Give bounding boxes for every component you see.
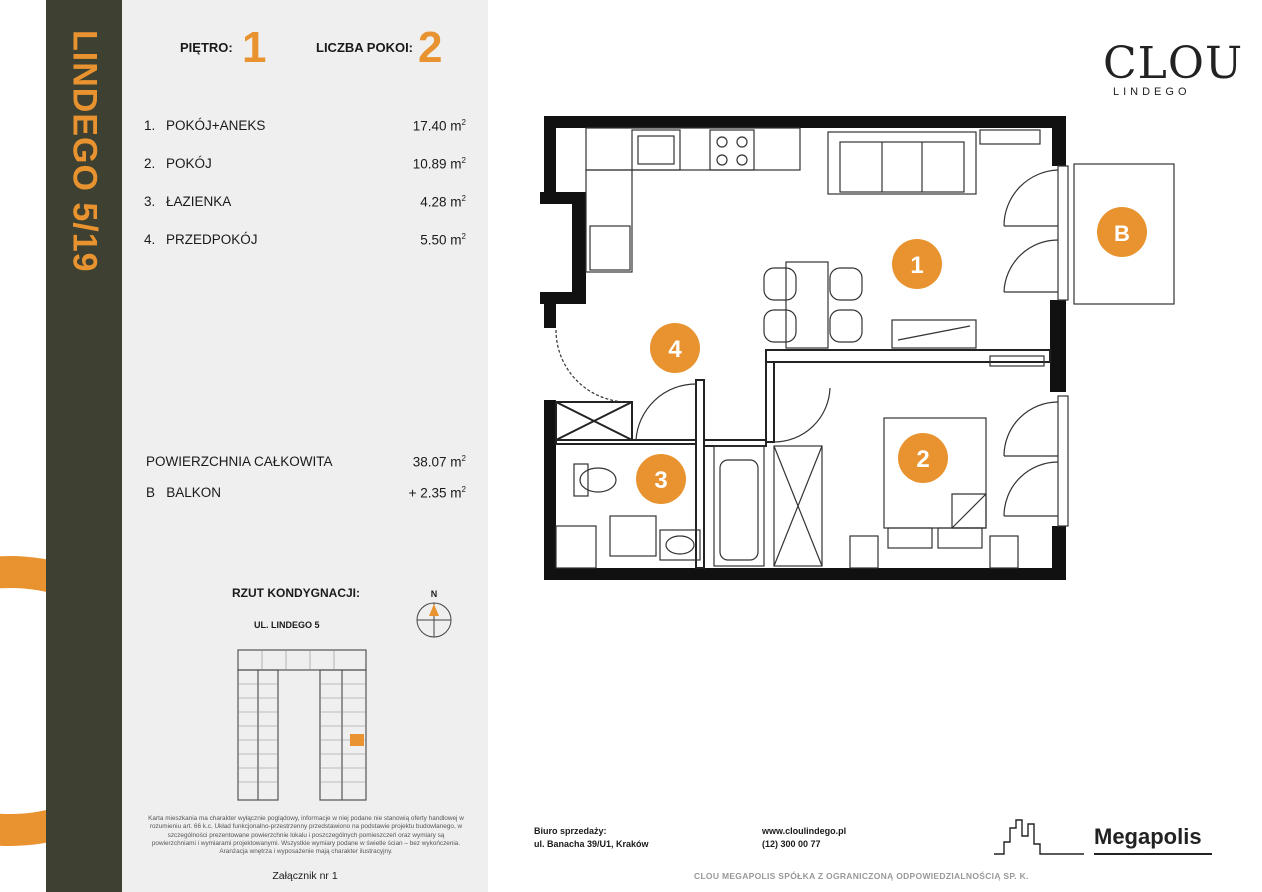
developer-underline xyxy=(1094,853,1212,855)
room-area: 10.89 $m^2$ xyxy=(412,156,466,172)
room-number: 3. xyxy=(144,194,156,209)
room-1-label: 1 xyxy=(910,252,924,279)
brand-logo-sub: LINDEGO xyxy=(1113,86,1191,98)
room-area: 17.40 $m^2$ xyxy=(412,118,466,134)
room-4-label: 4 xyxy=(668,336,682,363)
balcony-area: + 2.35 $m^2$ xyxy=(408,485,466,501)
room-number: 2. xyxy=(144,156,156,171)
developer-logo: Megapolis xyxy=(1094,824,1202,849)
room-name: ŁAZIENKA xyxy=(166,194,232,209)
room-name: POKÓJ xyxy=(166,156,212,171)
room-3-label: 3 xyxy=(654,467,668,494)
rooms-count-value: 2 xyxy=(418,23,443,72)
website-link[interactable]: www.cloulindego.pl xyxy=(762,826,847,836)
floor-label: PIĘTRO: xyxy=(180,40,233,55)
balcony-label: B BALKON xyxy=(146,485,222,500)
sales-office-label: Biuro sprzedaży: xyxy=(534,826,607,836)
compass-north-label: N xyxy=(430,589,438,599)
company-footer: CLOU MEGAPOLIS SPÓŁKA Z OGRANICZONĄ ODPOWIEDZIALNOŚCIĄ SP. K. xyxy=(694,871,1029,881)
total-area-value: 38.07 $m^2$ xyxy=(412,454,466,470)
floor-value: 1 xyxy=(242,23,267,72)
building-title: LINDEGO 5/19 xyxy=(65,30,104,273)
total-area-label: POWIERZCHNIA CAŁKOWITA xyxy=(146,454,333,469)
room-area: 5.50 $m^2$ xyxy=(420,232,466,248)
skyline-icon xyxy=(994,818,1084,858)
rooms-count-label: LICZBA POKOI: xyxy=(316,40,414,55)
balcony-label-badge: B xyxy=(1114,221,1130,246)
attachment-label: Załącznik nr 1 xyxy=(272,870,338,882)
brand-logo: CLOU xyxy=(1103,38,1244,89)
room-number: 1. xyxy=(144,118,156,133)
floor-plan-title: RZUT KONDYGNACJI: xyxy=(232,586,360,600)
street-label: UL. LINDEGO 5 xyxy=(254,620,320,630)
room-name: PRZEDPOKÓJ xyxy=(166,232,258,247)
room-area: 4.28 $m^2$ xyxy=(420,194,466,210)
room-2-label: 2 xyxy=(916,446,930,473)
room-name: POKÓJ+ANEKS xyxy=(166,118,266,133)
sales-office-address: ul. Banacha 39/U1, Kraków xyxy=(534,839,649,849)
room-number: 4. xyxy=(144,232,156,247)
disclaimer-text: Karta mieszkania ma charakter wyłącznie poglądowy, informacje w niej podane nie stanowią oferty handlowej w rozumieniu art. 66 k.c. Układ funkcjonalno-przestrzenny przedstawiono na podstawie projektu budowlanego, w szczególności prezentowane powierzchnie lokalu i poszczególnych pomieszczeń oraz wymiary są powierzchniami i wymiarami projektowanymi. Wszystkie wymiary podane w świetle ścian – bez wykończenia. Aranżacja wnętrza i wyposażenie mają charakter ilustracyjny. xyxy=(148,815,464,856)
phone-number[interactable]: (12) 300 00 77 xyxy=(762,839,821,849)
